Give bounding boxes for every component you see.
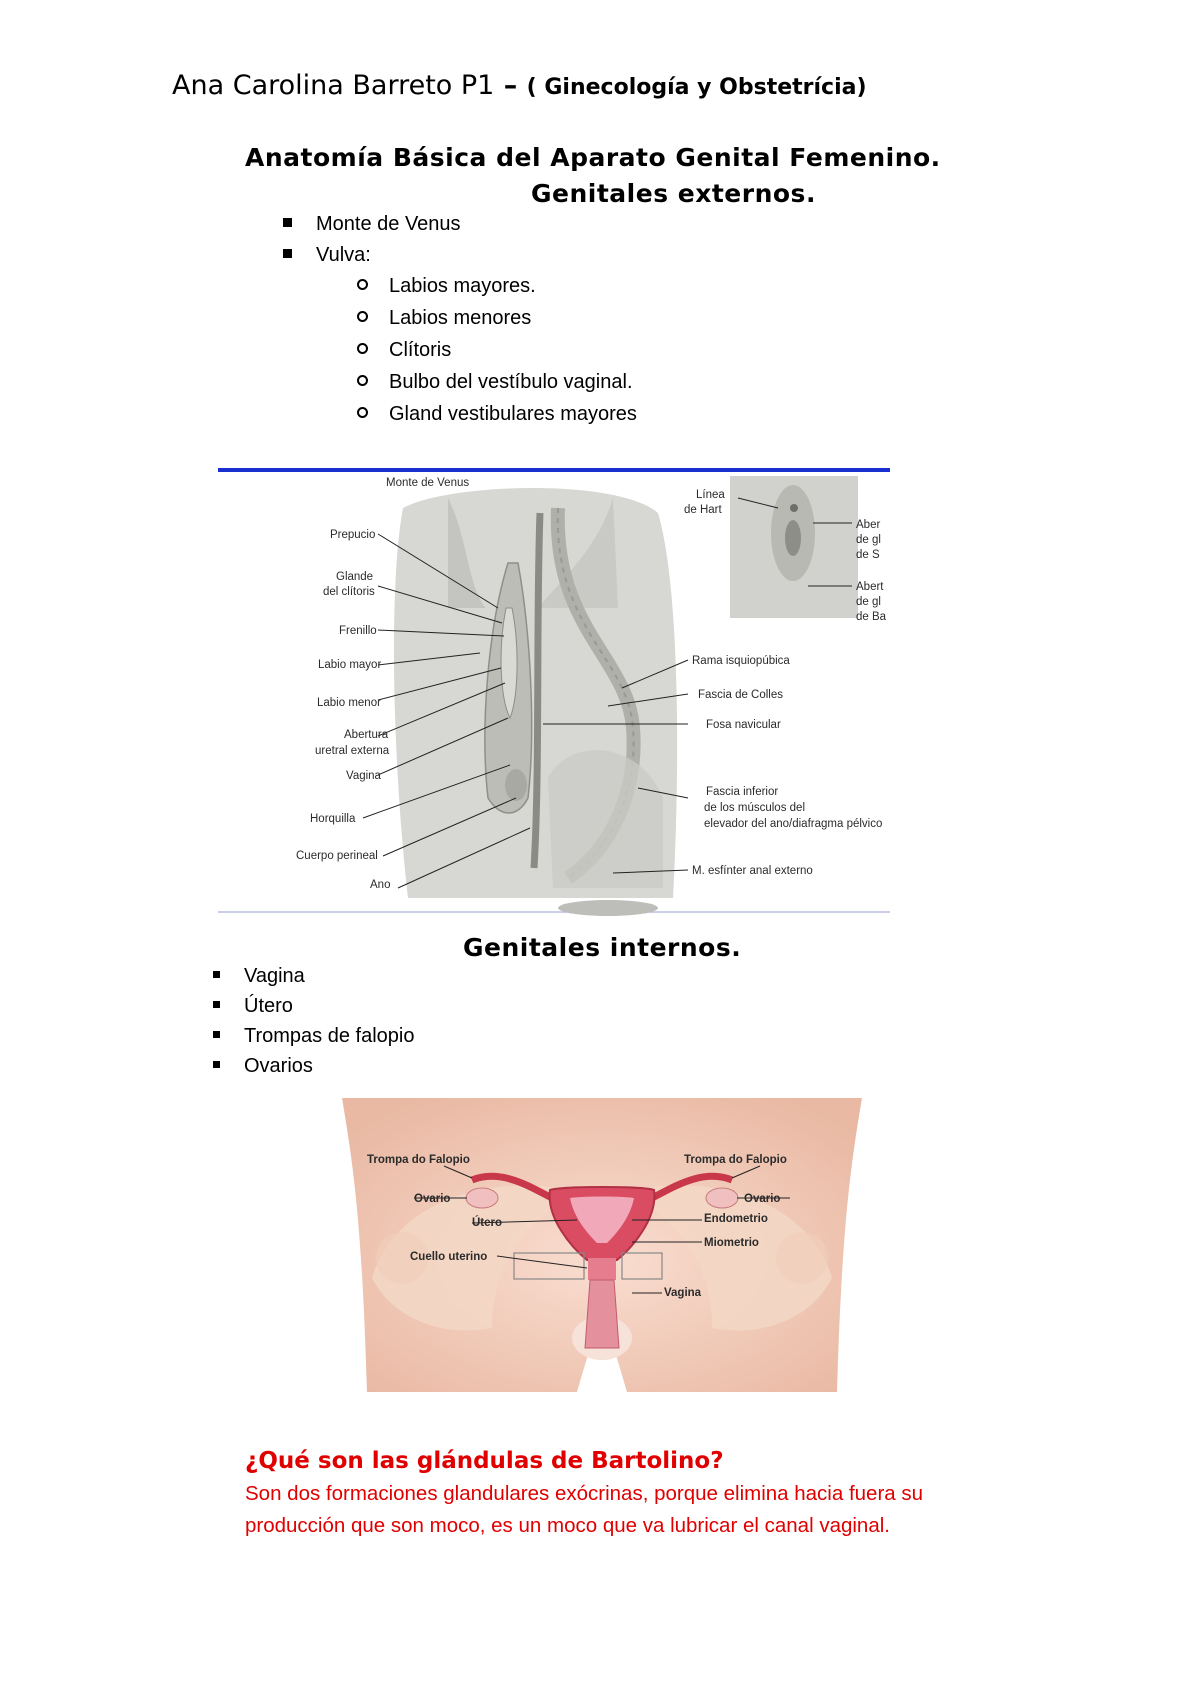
sublist-item-label: Labios mayores. bbox=[389, 275, 536, 297]
label-ano: Ano bbox=[370, 879, 391, 891]
label-de-hart: de Hart bbox=[684, 504, 722, 516]
question-answer: Son dos formaciones glandulares exócrinas, porque elimina hacia fuera su producción que son moco, es un moco que va lubricar el canal vaginal. bbox=[245, 1482, 924, 1537]
label-inset-de-gl-2: de gl bbox=[856, 596, 881, 608]
circle-bullet-icon bbox=[357, 375, 368, 386]
list-item-utero bbox=[213, 995, 293, 1018]
list-item-label: Vagina bbox=[244, 965, 305, 987]
list-item-trompas bbox=[213, 1025, 414, 1048]
label-musculos: de los músculos del bbox=[704, 802, 805, 814]
list-item-label: Ovarios bbox=[244, 1055, 313, 1077]
sublist-item bbox=[357, 275, 536, 298]
sublist-item-label: Bulbo del vestíbulo vaginal. bbox=[389, 371, 633, 393]
list-item-label: Trompas de falopio bbox=[244, 1025, 415, 1047]
label-fosa-navicular: Fosa navicular bbox=[706, 719, 781, 731]
sublist-item bbox=[357, 371, 633, 394]
label-utero: Útero bbox=[472, 1217, 503, 1229]
label-inset-abert: Abert bbox=[856, 581, 884, 593]
sublist-item-label: Labios menores bbox=[389, 307, 532, 329]
list-item-vulva bbox=[283, 244, 371, 267]
label-glande: Glande bbox=[336, 571, 374, 583]
circle-bullet-icon bbox=[357, 343, 368, 354]
label-cuello-uterino: Cuello uterino bbox=[410, 1251, 488, 1263]
label-vagina: Vagina bbox=[346, 770, 381, 782]
external-genitals-heading: Genitales externos. bbox=[531, 179, 816, 208]
label-uretral-externa: uretral externa bbox=[315, 745, 390, 757]
square-bullet-icon bbox=[213, 1001, 220, 1008]
square-bullet-icon bbox=[283, 249, 292, 258]
circle-bullet-icon bbox=[357, 279, 368, 290]
label-prepucio: Prepucio bbox=[330, 529, 376, 541]
section-title: Anatomía Básica del Aparato Genital Femenino. bbox=[245, 143, 941, 172]
square-bullet-icon bbox=[213, 1061, 220, 1068]
label-inset-de-gl: de gl bbox=[856, 534, 881, 546]
label-cuerpo-perineal: Cuerpo perineal bbox=[296, 850, 378, 862]
figure-top-rule bbox=[218, 468, 890, 472]
sublist-item bbox=[357, 403, 637, 426]
sublist-item bbox=[357, 339, 451, 362]
list-item-vagina bbox=[213, 965, 305, 988]
inset-illustration bbox=[730, 476, 858, 618]
question-title: ¿Qué son las glándulas de Bartolino? bbox=[245, 1448, 724, 1474]
sublist-item bbox=[357, 307, 531, 330]
square-bullet-icon bbox=[213, 1031, 220, 1038]
label-del-clitoris: del clítoris bbox=[323, 586, 375, 598]
document-header bbox=[172, 70, 867, 101]
label-frenillo: Frenillo bbox=[339, 625, 377, 637]
label-inset-de-ba: de Ba bbox=[856, 611, 887, 623]
circle-bullet-icon bbox=[357, 407, 368, 418]
label-trompa-derecha: Trompa do Falopio bbox=[684, 1154, 787, 1166]
author-name: Ana Carolina Barreto P1 bbox=[172, 70, 495, 101]
label-endometrio: Endometrio bbox=[704, 1213, 768, 1225]
circle-bullet-icon bbox=[357, 311, 368, 322]
list-item-ovarios bbox=[213, 1055, 313, 1078]
label-abertura: Abertura bbox=[344, 729, 389, 741]
list-item-label: Monte de Venus bbox=[316, 213, 461, 235]
subject-name: ( Ginecología y Obstetrícia) bbox=[526, 75, 867, 100]
label-elevador-del-ano: elevador del ano/diafragma pélvico bbox=[704, 818, 883, 830]
label-rama-isquiopubica: Rama isquiopúbica bbox=[692, 655, 790, 667]
list-item-monte-de-venus bbox=[283, 213, 461, 236]
label-horquilla: Horquilla bbox=[310, 813, 356, 825]
internal-genitals-heading: Genitales internos. bbox=[463, 933, 742, 962]
sublist-item-label: Clítoris bbox=[389, 339, 452, 361]
sublist-item-label: Gland vestibulares mayores bbox=[389, 403, 637, 425]
internal-genitalia-figure bbox=[332, 1098, 872, 1392]
list-item-label: Vulva: bbox=[316, 244, 371, 266]
label-vagina-figure: Vagina bbox=[664, 1287, 702, 1299]
square-bullet-icon bbox=[213, 971, 220, 978]
label-inset-de-s: de S bbox=[856, 549, 880, 561]
square-bullet-icon bbox=[283, 218, 292, 227]
label-esfinter-anal: M. esfínter anal externo bbox=[692, 865, 813, 877]
label-miometrio: Miometrio bbox=[704, 1237, 759, 1249]
label-fascia-inferior: Fascia inferior bbox=[706, 786, 779, 798]
label-linea: Línea bbox=[696, 489, 725, 501]
label-labio-mayor: Labio mayor bbox=[318, 659, 382, 671]
label-labio-menor: Labio menor bbox=[317, 697, 381, 709]
label-ovario-izquierdo: Ovario bbox=[414, 1193, 451, 1205]
list-item-label: Útero bbox=[244, 995, 293, 1017]
label-ovario-derecho: Ovario bbox=[744, 1193, 781, 1205]
label-trompa-izquierda: Trompa do Falopio bbox=[367, 1154, 470, 1166]
label-monte-de-venus: Monte de Venus bbox=[386, 477, 470, 489]
label-fascia-de-colles: Fascia de Colles bbox=[698, 689, 784, 701]
header-dash: – bbox=[494, 70, 527, 101]
external-genitalia-figure bbox=[218, 468, 890, 920]
label-inset-aber: Aber bbox=[856, 519, 881, 531]
